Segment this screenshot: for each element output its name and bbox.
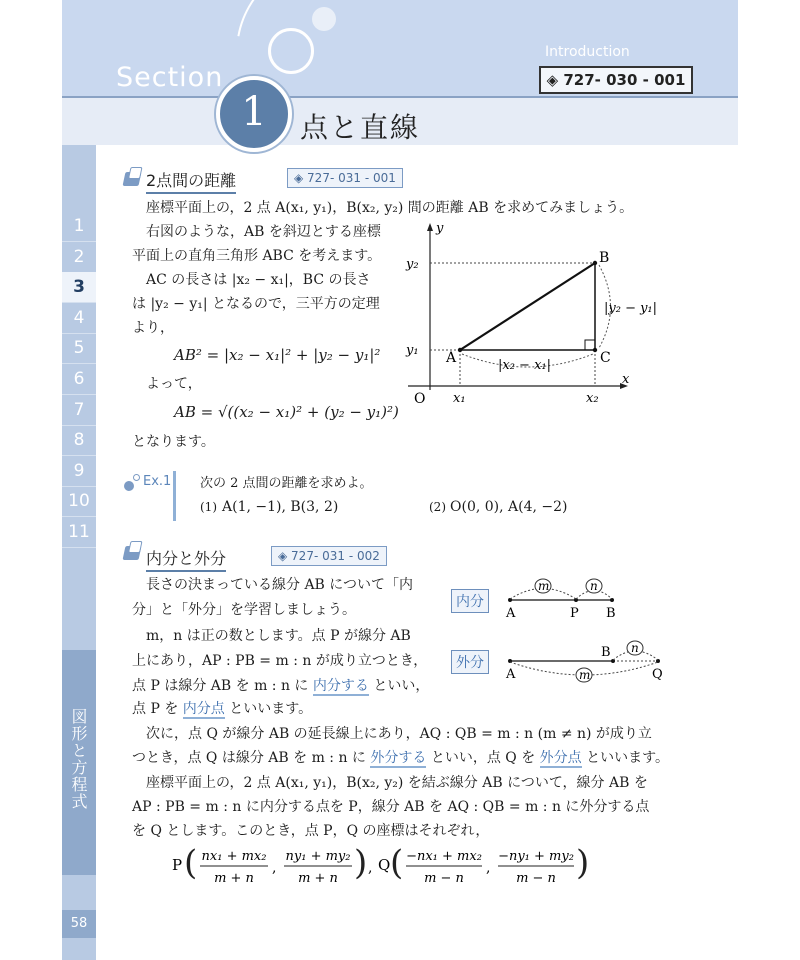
section-word: Section <box>116 62 224 93</box>
chapter-tab-9[interactable]: 9 <box>62 456 96 487</box>
chapter-tab-1[interactable]: 1 <box>62 211 96 242</box>
chapter-tab-2[interactable]: 2 <box>62 242 96 273</box>
page-title: 点と直線 <box>300 111 421 144</box>
formula-q-y-denominator: m − n <box>516 871 556 886</box>
division-text-9: 座標平面上の，2 点 A(x₁, y₁)，B(x₂, y₂) を結ぶ線分 AB について，線分 AB を <box>146 775 648 791</box>
external-label-a: A <box>506 667 516 682</box>
segment-ab <box>460 263 595 350</box>
label-c: C <box>600 350 611 366</box>
formula-p: P <box>172 856 183 874</box>
example-q2-number: (2) <box>429 500 446 514</box>
chapter-tab-5[interactable]: 5 <box>62 333 96 364</box>
formula-q-comma: , <box>486 860 491 876</box>
formula-q-y-numerator: −ny₁ + my₂ <box>498 849 574 864</box>
formula-p-x-denominator: m + n <box>214 871 254 886</box>
distance-text-5: より， <box>132 320 174 336</box>
point-c <box>593 348 597 352</box>
chapter-tab-3[interactable]: 3 <box>62 272 96 303</box>
point-b <box>593 261 597 265</box>
distance-text-1: 右図のような，AB を斜辺とする座標 <box>146 224 381 240</box>
example-prompt: 次の 2 点間の距離を求めよ。 <box>200 476 373 491</box>
equation-ab-squared: AB² = |x₂ − x₁|² + |y₂ − y₁|² <box>174 346 381 364</box>
formula-separator: , <box>368 860 373 876</box>
pencil-note-icon <box>123 172 142 186</box>
external-label-b: B <box>601 645 611 660</box>
division-figure <box>500 570 670 690</box>
chapter-title: 図形と方程式 <box>69 708 88 810</box>
decorative-circle-medium <box>268 28 314 74</box>
internal-label-a: A <box>506 606 516 621</box>
example-bar <box>173 471 176 521</box>
label-b: B <box>599 250 610 266</box>
chapter-tab-11[interactable]: 11 <box>62 517 96 548</box>
example-q2: O(0, 0), A(4, −2) <box>450 499 568 515</box>
formula-q-close-paren: ) <box>576 843 590 883</box>
section-number: 1 <box>241 89 267 135</box>
heading-distance: 2点間の距離 <box>146 168 236 194</box>
formula-p-y-denominator: m + n <box>298 871 338 886</box>
distance-text-4: は |y₂ − y₁| となるので，三平方の定理 <box>132 296 380 312</box>
distance-intro: 座標平面上の，2 点 A(x₁, y₁)，B(x₂, y₂) 間の距離 AB を求めてみましょう。 <box>146 200 634 216</box>
division-formula <box>168 842 628 892</box>
section-code: ◈ 727- 030 - 001 <box>539 66 693 94</box>
division-text-5: 点 P は線分 AB を m : n に 内分する といい， <box>132 678 430 694</box>
formula-p-y-numerator: ny₁ + my₂ <box>285 849 351 864</box>
external-label-q: Q <box>652 667 663 682</box>
distance-figure <box>400 220 658 410</box>
chapter-tab-4[interactable]: 4 <box>62 303 96 334</box>
external-m: m <box>579 668 591 682</box>
division-text-10: AP : PB = m : n に内分する点を P，線分 AB を AQ : QB = m : n に外分する点 <box>132 799 650 815</box>
distance-text-3: AC の長さは |x₂ − x₁|，BC の長さ <box>146 272 371 288</box>
formula-p-open-paren: ( <box>184 843 198 883</box>
formula-q-open-paren: ( <box>390 843 404 883</box>
chapter-tab-7[interactable]: 7 <box>62 395 96 426</box>
equation-ab: AB = √((x₂ − x₁)² + (y₂ − y₁)²) <box>174 403 399 421</box>
heading-distance-code: ◈ 727- 031 - 001 <box>287 168 403 188</box>
label-y1: y₁ <box>406 343 419 358</box>
distance-text-7: となります。 <box>132 434 215 450</box>
internal-division-label: 内分 <box>451 589 489 613</box>
label-x1: x₁ <box>453 391 466 406</box>
division-text-11: を Q とします。このとき，点 P，Q の座標はそれぞれ， <box>132 823 490 839</box>
example-spark-icon <box>133 474 140 481</box>
internal-m: m <box>538 579 550 593</box>
internal-n: n <box>590 579 598 593</box>
label-a: A <box>446 350 457 366</box>
division-text-7: 次に，点 Q が線分 AB の延長線上にあり，AQ : QB = m : n (m ≠ n) が成り立 <box>146 726 652 742</box>
division-text-3: m，n は正の数とします。点 P が線分 AB <box>146 628 411 644</box>
division-text-2: 分」と「外分」を学習しましょう。 <box>132 602 356 618</box>
external-n: n <box>631 641 639 655</box>
introduction-label: Introduction <box>545 44 630 60</box>
formula-q-x-numerator: −nx₁ + mx₂ <box>406 849 482 864</box>
example-q1-number: (1) <box>200 500 217 514</box>
external-division-label: 外分 <box>451 650 489 674</box>
point-a <box>458 348 462 352</box>
formula-p-close-paren: ) <box>354 843 368 883</box>
division-text-4: 上にあり，AP : PB = m : n が成り立つとき， <box>132 653 428 669</box>
label-x: x <box>622 372 630 387</box>
division-text-6: 点 P を 内分点 といいます。 <box>132 701 313 717</box>
chapter-tab-8[interactable]: 8 <box>62 425 96 456</box>
heading-division: 内分と外分 <box>146 546 226 572</box>
formula-p-x-numerator: nx₁ + mx₂ <box>201 849 267 864</box>
label-y: y <box>436 221 444 236</box>
example-q1: A(1, −1), B(3, 2) <box>222 499 339 515</box>
label-origin: O <box>414 391 426 407</box>
formula-p-comma: , <box>272 860 277 876</box>
heading-division-code: ◈ 727- 031 - 002 <box>271 546 387 566</box>
chapter-tab-10[interactable]: 10 <box>62 486 96 517</box>
label-y2: y₂ <box>406 257 419 272</box>
distance-text-2: 平面上の直角三角形 ABC を考えます。 <box>132 248 382 264</box>
label-dx: |x₂ − x₁| <box>498 358 552 373</box>
pencil-note-icon <box>123 546 142 560</box>
formula-q: Q <box>378 856 391 874</box>
chapter-tab-6[interactable]: 6 <box>62 364 96 395</box>
y-axis-arrow <box>427 223 433 231</box>
example-bulb-icon <box>124 481 134 491</box>
division-text-1: 長さの決まっている線分 AB について「内 <box>146 577 414 593</box>
formula-q-x-denominator: m − n <box>424 871 464 886</box>
division-text-8: つとき，点 Q は線分 AB を m : n に 外分する といい，点 Q を 外分点 といいます。 <box>132 750 670 766</box>
example-label: Ex.1 <box>143 474 172 489</box>
distance-text-6: よって， <box>146 376 202 392</box>
internal-label-b: B <box>606 606 616 621</box>
label-dy: |y₂ − y₁| <box>604 301 658 316</box>
label-x2: x₂ <box>586 391 599 406</box>
decorative-circle-small <box>312 7 336 31</box>
internal-label-p: P <box>570 606 579 621</box>
page-number: 58 <box>62 910 96 938</box>
